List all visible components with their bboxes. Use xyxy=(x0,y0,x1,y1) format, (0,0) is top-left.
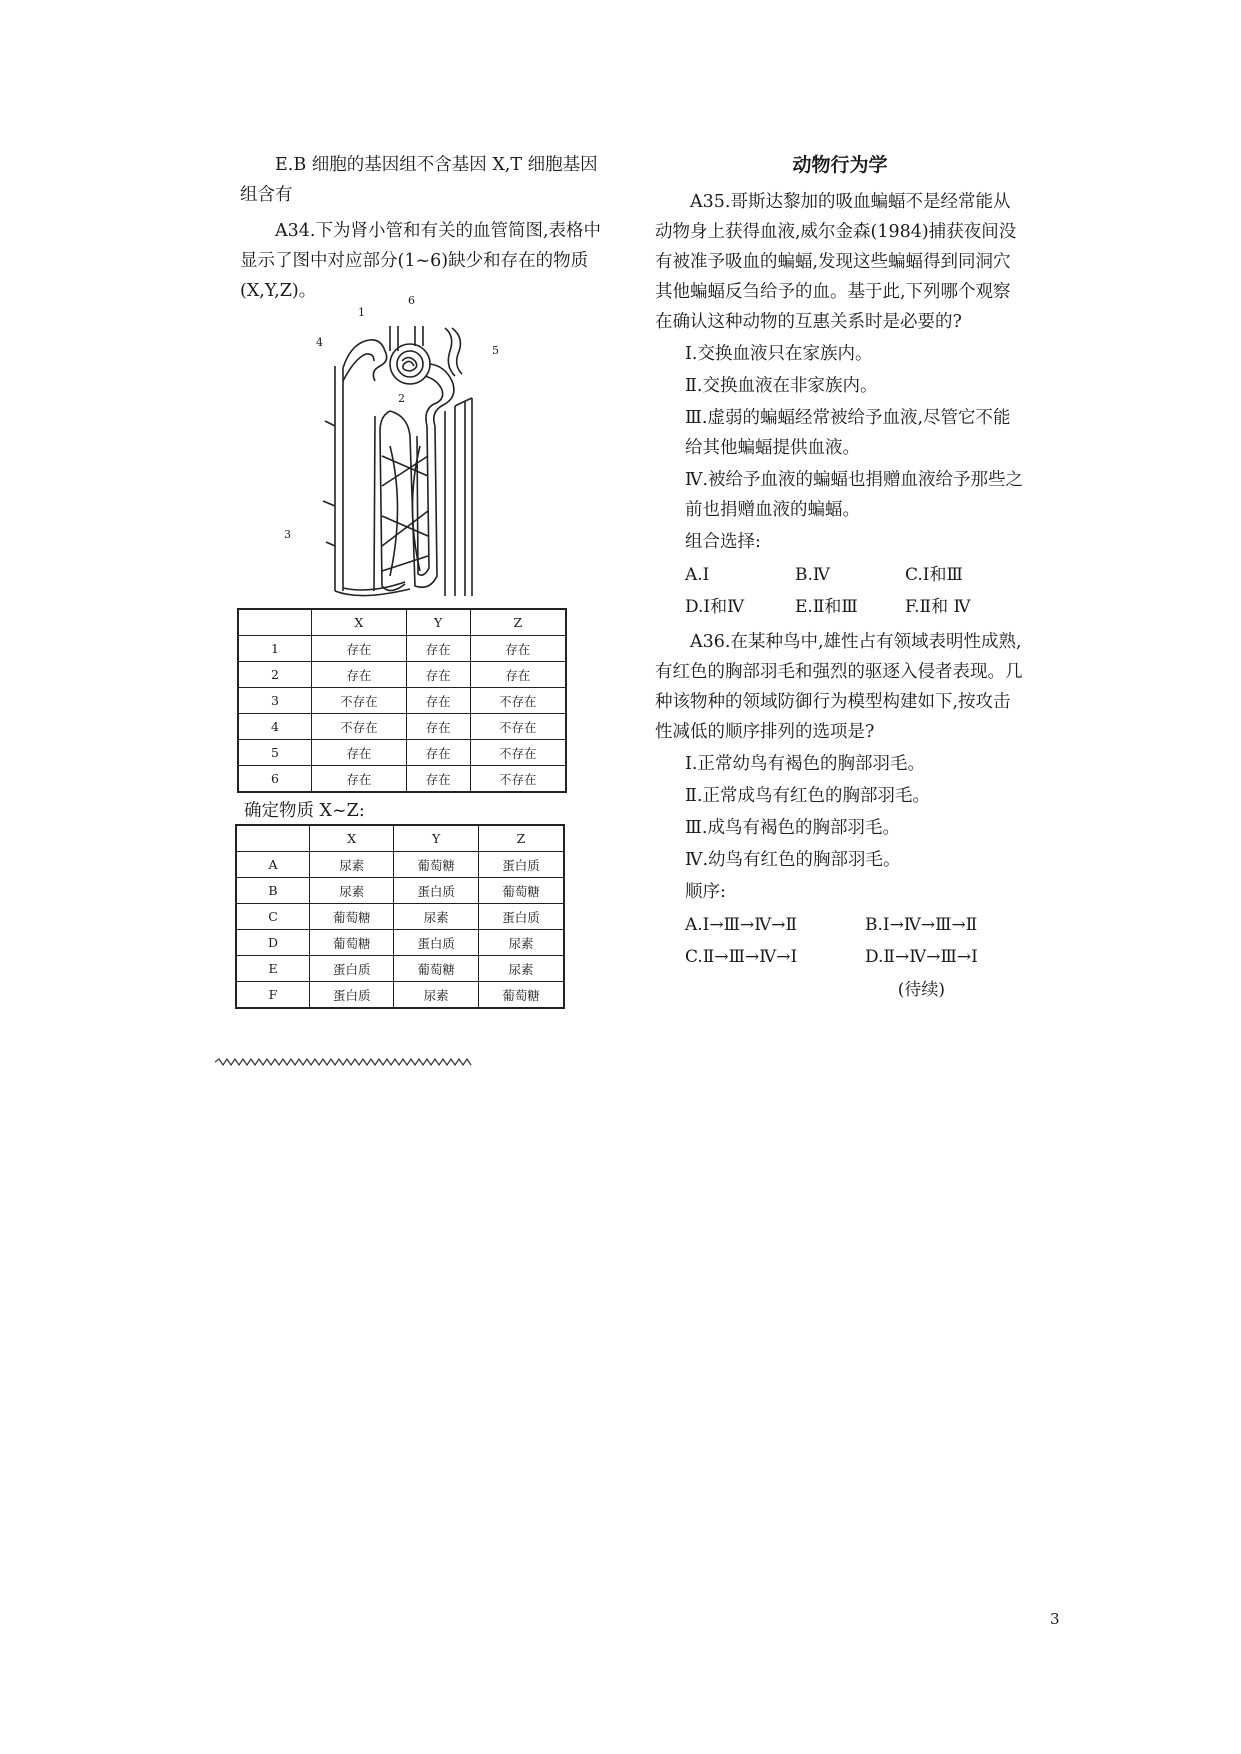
table-row xyxy=(236,956,564,982)
table-header-cell: Y xyxy=(406,609,470,636)
q35-option-c[interactable]: C.Ⅰ和Ⅲ xyxy=(905,565,963,585)
table-cell: 存在 xyxy=(470,636,566,662)
table-cell: 不存在 xyxy=(470,740,566,766)
question-34-stem: A34.下为肾小管和有关的血管简图,表格中显示了图中对应部分(1~6)缺少和存在的物质(X,Y,Z)。 xyxy=(240,221,602,301)
table-row xyxy=(236,852,564,878)
combo-label: 组合选择: xyxy=(685,532,761,552)
statement-item: Ⅳ.幼鸟有红色的胸部羽毛。 xyxy=(685,850,901,870)
question-35-stem: A35.哥斯达黎加的吸血蝙蝠不是经常能从动物身上获得血液,威尔金森(1984)捕获夜间没有被准予吸血的蝙蝠,发现这些蝙蝠得到同洞穴其他蝙蝠反刍给予的血。基于此,下列哪个观察在确认这种动物的互惠关系时是必要的? xyxy=(655,192,1017,332)
table-cell: 葡萄糖 xyxy=(394,956,478,982)
left-column xyxy=(240,150,610,1009)
q35-option-d[interactable]: D.Ⅰ和Ⅳ xyxy=(685,597,745,617)
table-cell: 蛋白质 xyxy=(394,878,478,904)
nephron-drawing xyxy=(240,306,610,606)
order-label: 顺序: xyxy=(685,882,726,902)
table-cell: D xyxy=(236,930,310,956)
table-header-cell xyxy=(238,609,312,636)
table-cell: 葡萄糖 xyxy=(394,852,478,878)
table-row xyxy=(238,688,566,714)
table-cell: 尿素 xyxy=(478,930,564,956)
table-header-cell xyxy=(236,825,310,852)
table-cell: 蛋白质 xyxy=(310,956,394,982)
table-cell: F xyxy=(236,982,310,1009)
table-cell: 存在 xyxy=(312,740,407,766)
right-column xyxy=(655,150,1025,1000)
diagram-label-6: 6 xyxy=(408,294,415,307)
table-cell: 存在 xyxy=(312,662,407,688)
table-cell: 尿素 xyxy=(478,956,564,982)
table-cell: 不存在 xyxy=(312,688,407,714)
table-cell: C xyxy=(236,904,310,930)
decorative-divider xyxy=(215,1058,705,1066)
table-cell: 不存在 xyxy=(470,766,566,793)
q35-option-b[interactable]: B.Ⅳ xyxy=(795,565,830,585)
table-cell: B xyxy=(236,878,310,904)
table-cell: E xyxy=(236,956,310,982)
statement-item: Ⅲ.成鸟有褐色的胸部羽毛。 xyxy=(685,818,900,838)
presence-table xyxy=(237,608,567,793)
statement-item: Ⅱ.交换血液在非家族内。 xyxy=(685,376,878,396)
q35-option-a[interactable]: A.Ⅰ xyxy=(685,565,710,585)
statement-item: Ⅳ.被给予血液的蝙蝠也捐赠血液给予那些之前也捐赠血液的蝙蝠。 xyxy=(685,470,1024,520)
table-header-cell: Y xyxy=(394,825,478,852)
page-number: 3 xyxy=(1050,1610,1060,1628)
table-cell: 存在 xyxy=(406,740,470,766)
table-row xyxy=(238,766,566,793)
table-header-cell: X xyxy=(312,609,407,636)
table-row xyxy=(238,662,566,688)
table-row xyxy=(236,930,564,956)
q36-options-row-1 xyxy=(685,909,1025,941)
table-cell: 蛋白质 xyxy=(394,930,478,956)
table-cell: 存在 xyxy=(470,662,566,688)
table-cell: 4 xyxy=(238,714,312,740)
table-row xyxy=(236,904,564,930)
table-cell: A xyxy=(236,852,310,878)
q36-option-a[interactable]: A.Ⅰ→Ⅲ→Ⅳ→Ⅱ xyxy=(685,915,798,935)
table-cell: 葡萄糖 xyxy=(310,930,394,956)
table-row xyxy=(238,636,566,662)
table-row xyxy=(238,740,566,766)
continued-note: (待续) xyxy=(897,980,945,1000)
table-cell: 尿素 xyxy=(394,904,478,930)
statement-item: Ⅰ.正常幼鸟有褐色的胸部羽毛。 xyxy=(685,754,925,774)
q35-options-row-2 xyxy=(685,591,1025,623)
statement-item: Ⅰ.交换血液只在家族内。 xyxy=(685,344,873,364)
q35-option-e[interactable]: E.Ⅱ和Ⅲ xyxy=(795,597,858,617)
table-header-row xyxy=(238,609,566,636)
table-cell: 尿素 xyxy=(394,982,478,1009)
table-cell: 存在 xyxy=(406,688,470,714)
table-header-row xyxy=(236,825,564,852)
diagram-label-3: 3 xyxy=(284,528,291,541)
table-row xyxy=(238,714,566,740)
table-header-cell: X xyxy=(310,825,394,852)
diagram-label-1: 1 xyxy=(358,306,365,319)
table-cell: 葡萄糖 xyxy=(310,904,394,930)
table-cell: 葡萄糖 xyxy=(478,878,564,904)
statement-item: Ⅱ.正常成鸟有红色的胸部羽毛。 xyxy=(685,786,930,806)
q36-options-row-2 xyxy=(685,941,1025,973)
table-cell: 3 xyxy=(238,688,312,714)
table-row xyxy=(236,878,564,904)
table-cell: 存在 xyxy=(406,766,470,793)
diagram-label-5: 5 xyxy=(492,344,499,357)
diagram-label-2: 2 xyxy=(398,392,405,405)
table-cell: 存在 xyxy=(406,714,470,740)
diagram-label-4: 4 xyxy=(316,336,323,349)
table-cell: 2 xyxy=(238,662,312,688)
table-cell: 6 xyxy=(238,766,312,793)
table-cell: 1 xyxy=(238,636,312,662)
table-cell: 蛋白质 xyxy=(478,852,564,878)
option-e-text: E.B 细胞的基因组不含基因 X,T 细胞基因组含有 xyxy=(240,155,598,205)
table-cell: 存在 xyxy=(406,636,470,662)
table-cell: 尿素 xyxy=(310,852,394,878)
table-row xyxy=(236,982,564,1009)
question-36-stem: A36.在某种鸟中,雄性占有领域表明性成熟,有红色的胸部羽毛和强烈的驱逐入侵者表现。几种该物种的领域防御行为模型构建如下,按攻击性减低的顺序排列的选项是? xyxy=(655,632,1023,742)
table-cell: 蛋白质 xyxy=(310,982,394,1009)
table-cell: 存在 xyxy=(406,662,470,688)
table-cell: 5 xyxy=(238,740,312,766)
table-cell: 不存在 xyxy=(470,714,566,740)
section-title: 动物行为学 xyxy=(792,154,888,176)
q36-option-d[interactable]: D.Ⅱ→Ⅳ→Ⅲ→Ⅰ xyxy=(865,947,978,967)
q36-option-b[interactable]: B.Ⅰ→Ⅳ→Ⅲ→Ⅱ xyxy=(865,915,978,935)
table-header-cell: Z xyxy=(470,609,566,636)
table-cell: 蛋白质 xyxy=(478,904,564,930)
substance-table xyxy=(235,824,565,1009)
table2-caption: 确定物质 X~Z: xyxy=(244,801,365,821)
table-cell: 存在 xyxy=(312,636,407,662)
table-cell: 存在 xyxy=(312,766,407,793)
table-header-cell: Z xyxy=(478,825,564,852)
q35-option-f[interactable]: F.Ⅱ和 Ⅳ xyxy=(905,597,971,617)
kidney-tubule-diagram xyxy=(240,294,610,606)
table-cell: 葡萄糖 xyxy=(478,982,564,1009)
q36-option-c[interactable]: C.Ⅱ→Ⅲ→Ⅳ→Ⅰ xyxy=(685,947,798,967)
table-cell: 尿素 xyxy=(310,878,394,904)
q35-options-row-1 xyxy=(685,559,1025,591)
statement-item: Ⅲ.虚弱的蝙蝠经常被给予血液,尽管它不能给其他蝙蝠提供血液。 xyxy=(685,408,1011,458)
table-cell: 不存在 xyxy=(470,688,566,714)
table-cell: 不存在 xyxy=(312,714,407,740)
